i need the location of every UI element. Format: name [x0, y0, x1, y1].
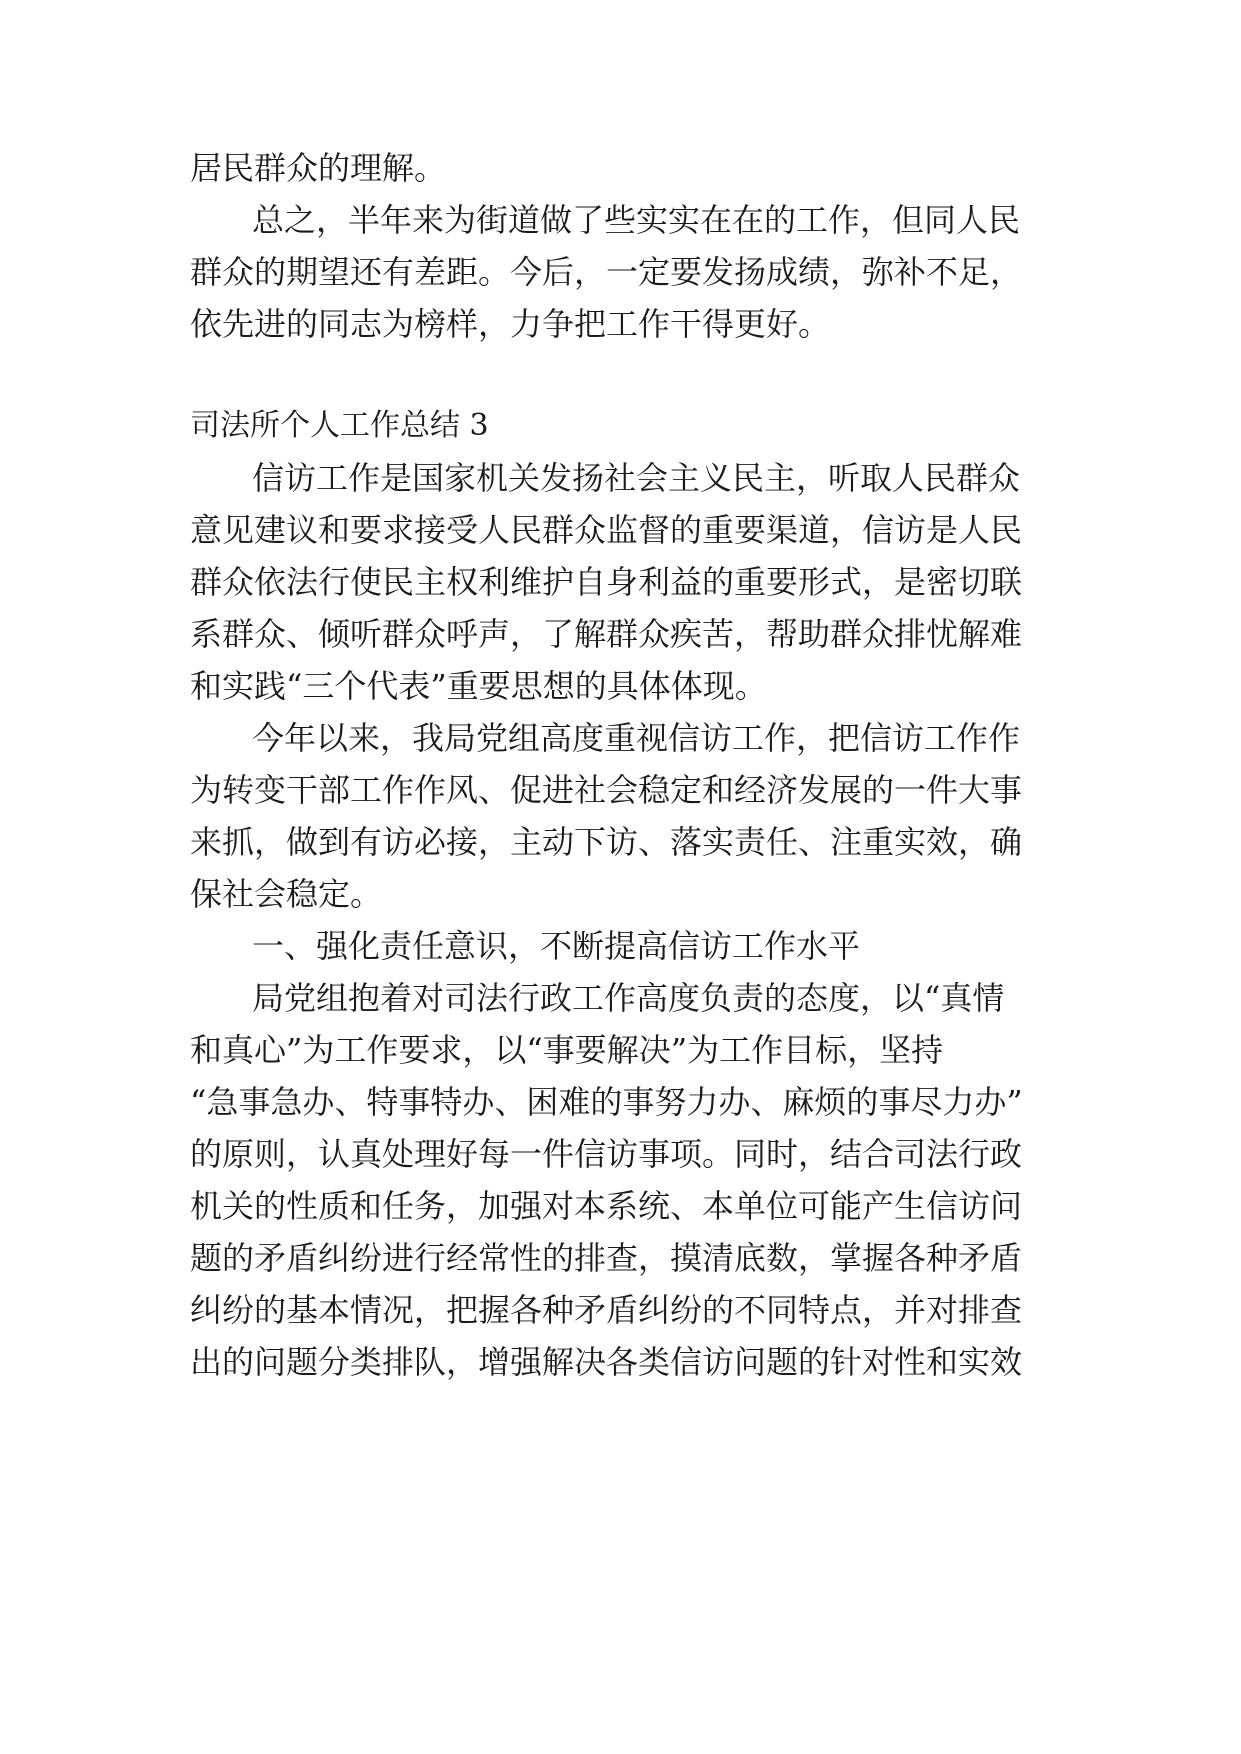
paragraph-2-line-4: 保社会稳定。	[190, 875, 383, 913]
paragraph-3-line-5: 机关的性质和任务，加强对本系统、本单位可能产生信访问	[190, 1187, 1023, 1225]
paragraph-3-line-1: 局党组抱着对司法行政工作高度负责的态度，以“真情	[252, 979, 1005, 1017]
paragraph-3-line-3: “急事急办、特事特办、困难的事努力办、麻烦的事尽力办”	[190, 1083, 1023, 1121]
paragraph-2-line-2: 为转变干部工作作风、促进社会稳定和经济发展的一件大事	[190, 771, 1023, 809]
paragraph-1-line-1: 信访工作是国家机关发扬社会主义民主，听取人民群众	[252, 459, 1021, 497]
paragraph-3-line-7: 纠纷的基本情况，把握各种矛盾纠纷的不同特点，并对排查	[190, 1291, 1023, 1329]
section-heading: 司法所个人工作总结 3	[190, 408, 489, 443]
continuation-line-1: 居民群众的理解。	[190, 149, 447, 187]
paragraph-2-line-1: 今年以来，我局党组高度重视信访工作，把信访工作作	[252, 719, 1021, 757]
paragraph-3-line-6: 题的矛盾纠纷进行经常性的排查，摸清底数，掌握各种矛盾	[190, 1239, 1023, 1277]
conclusion-line-3: 依先进的同志为榜样，力争把工作干得更好。	[190, 305, 831, 343]
paragraph-1-line-5: 和实践“三个代表”重要思想的具体体现。	[190, 667, 767, 705]
paragraph-3-line-2: 和真心”为工作要求，以“事要解决”为工作目标，坚持	[190, 1031, 944, 1069]
paragraph-1-line-3: 群众依法行使民主权利维护自身利益的重要形式，是密切联	[190, 563, 1023, 601]
paragraph-3-line-4: 的原则，认真处理好每一件信访事项。同时，结合司法行政	[190, 1135, 1023, 1173]
conclusion-line-2: 群众的期望还有差距。今后，一定要发扬成绩，弥补不足，	[190, 253, 1023, 291]
paragraph-1-line-2: 意见建议和要求接受人民群众监督的重要渠道，信访是人民	[190, 511, 1023, 549]
conclusion-line-1: 总之，半年来为街道做了些实实在在的工作，但同人民	[252, 201, 1021, 239]
subheading-1: 一、强化责任意识，不断提高信访工作水平	[252, 927, 861, 965]
paragraph-3-line-8: 出的问题分类排队，增强解决各类信访问题的针对性和实效	[190, 1343, 1023, 1381]
paragraph-1-line-4: 系群众、倾听群众呼声，了解群众疾苦，帮助群众排忧解难	[190, 615, 1023, 653]
paragraph-2-line-3: 来抓，做到有访必接，主动下访、落实责任、注重实效，确	[190, 823, 1023, 861]
